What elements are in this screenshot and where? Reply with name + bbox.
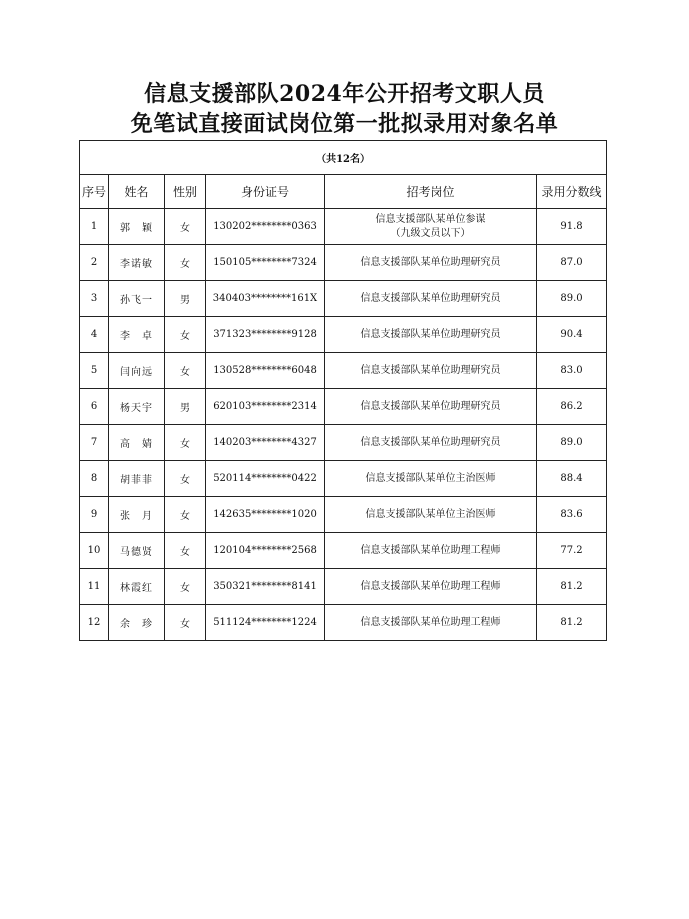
cell-post: [325, 209, 537, 245]
table-row: [80, 353, 607, 389]
cell-seq: 10: [80, 533, 109, 569]
cell-id-number: 520114********0422: [206, 461, 325, 497]
count-row: [80, 141, 607, 175]
table-row: [80, 245, 607, 281]
cell-post: 信息支援部队某单位助理工程师: [325, 569, 537, 605]
cell-score: 89.0: [537, 281, 607, 317]
cell-id-number: 130202********0363: [206, 209, 325, 245]
cell-seq: 1: [80, 209, 109, 245]
candidate-table: [79, 140, 607, 641]
cell-id-number: 130528********6048: [206, 353, 325, 389]
cell-seq: 9: [80, 497, 109, 533]
header-post: 招考岗位: [325, 175, 537, 209]
cell-post: 信息支援部队某单位助理工程师: [325, 533, 537, 569]
cell-name: 胡菲菲: [109, 461, 165, 497]
cell-score: 91.8: [537, 209, 607, 245]
cell-score: 81.2: [537, 569, 607, 605]
cell-score: 88.4: [537, 461, 607, 497]
cell-seq: 11: [80, 569, 109, 605]
cell-post: 信息支援部队某单位主治医师: [325, 497, 537, 533]
cell-name: 闫向远: [109, 353, 165, 389]
cell-score: 87.0: [537, 245, 607, 281]
cell-name: 李诺敏: [109, 245, 165, 281]
cell-gender: 女: [165, 209, 206, 245]
cell-name: 李 卓: [109, 317, 165, 353]
cell-gender: 女: [165, 245, 206, 281]
header-row: [80, 175, 607, 209]
cell-seq: 4: [80, 317, 109, 353]
document-title-line1: 信息支援部队2024年公开招考文职人员: [144, 81, 545, 107]
cell-name: 孙飞一: [109, 281, 165, 317]
cell-seq: 5: [80, 353, 109, 389]
cell-seq: 12: [80, 605, 109, 641]
table-row: [80, 605, 607, 641]
cell-post: 信息支援部队某单位助理研究员: [325, 425, 537, 461]
cell-post: 信息支援部队某单位助理研究员: [325, 317, 537, 353]
cell-id-number: 350321********8141: [206, 569, 325, 605]
cell-seq: 3: [80, 281, 109, 317]
cell-name: 马德贤: [109, 533, 165, 569]
cell-post: 信息支援部队某单位助理研究员: [325, 353, 537, 389]
cell-score: 90.4: [537, 317, 607, 353]
header-seq: 序号: [80, 175, 109, 209]
cell-score: 89.0: [537, 425, 607, 461]
cell-post: 信息支援部队某单位助理研究员: [325, 281, 537, 317]
table-row: [80, 461, 607, 497]
cell-gender: 男: [165, 389, 206, 425]
cell-gender: 女: [165, 533, 206, 569]
cell-seq: 2: [80, 245, 109, 281]
cell-gender: 女: [165, 497, 206, 533]
table-row: [80, 209, 607, 245]
cell-name: 余 珍: [109, 605, 165, 641]
header-name: 姓名: [109, 175, 165, 209]
header-score: 录用分数线: [537, 175, 607, 209]
table-row: [80, 281, 607, 317]
cell-id-number: 142635********1020: [206, 497, 325, 533]
cell-gender: 女: [165, 605, 206, 641]
cell-id-number: 511124********1224: [206, 605, 325, 641]
cell-post: 信息支援部队某单位主治医师: [325, 461, 537, 497]
table-row: [80, 425, 607, 461]
cell-gender: 女: [165, 317, 206, 353]
cell-gender: 女: [165, 569, 206, 605]
table-row: [80, 317, 607, 353]
cell-gender: 女: [165, 353, 206, 389]
count-cell: （共12名）: [80, 141, 607, 175]
cell-gender: 女: [165, 425, 206, 461]
post-title: 信息支援部队某单位参谋: [375, 213, 486, 225]
cell-gender: 女: [165, 461, 206, 497]
header-id: 身份证号: [206, 175, 325, 209]
cell-name: 张 月: [109, 497, 165, 533]
table-row: [80, 569, 607, 605]
header-gender: 性别: [165, 175, 206, 209]
cell-post: 信息支援部队某单位助理工程师: [325, 605, 537, 641]
cell-name: 郭 颖: [109, 209, 165, 245]
cell-name: 林霞红: [109, 569, 165, 605]
cell-seq: 8: [80, 461, 109, 497]
cell-id-number: 120104********2568: [206, 533, 325, 569]
cell-score: 81.2: [537, 605, 607, 641]
cell-post: 信息支援部队某单位助理研究员: [325, 389, 537, 425]
cell-score: 83.0: [537, 353, 607, 389]
cell-score: 77.2: [537, 533, 607, 569]
document-title-line2: 免笔试直接面试岗位第一批拟录用对象名单: [130, 111, 559, 137]
table-row: [80, 533, 607, 569]
table-row: [80, 389, 607, 425]
cell-post: 信息支援部队某单位助理研究员: [325, 245, 537, 281]
cell-name: 高 婧: [109, 425, 165, 461]
table-row: [80, 497, 607, 533]
cell-id-number: 340403********161X: [206, 281, 325, 317]
cell-score: 86.2: [537, 389, 607, 425]
cell-id-number: 140203********4327: [206, 425, 325, 461]
cell-id-number: 150105********7324: [206, 245, 325, 281]
post-note: （九级文员以下）: [390, 227, 471, 239]
cell-seq: 6: [80, 389, 109, 425]
cell-name: 杨天宇: [109, 389, 165, 425]
cell-gender: 男: [165, 281, 206, 317]
cell-id-number: 620103********2314: [206, 389, 325, 425]
cell-seq: 7: [80, 425, 109, 461]
cell-score: 83.6: [537, 497, 607, 533]
cell-id-number: 371323********9128: [206, 317, 325, 353]
